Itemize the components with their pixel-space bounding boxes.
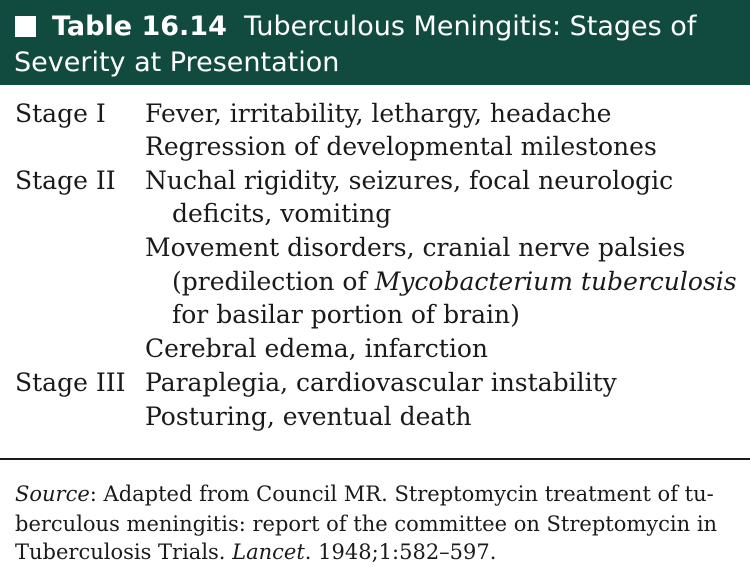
stage-label: Stage II xyxy=(15,166,116,195)
stage-description: Paraplegia, cardiovascular instability xyxy=(145,368,617,397)
stage-description: Nuchal rigidity, seizures, focal neurologic xyxy=(145,166,674,195)
source-text: Tuberculosis Trials. xyxy=(15,540,233,564)
table-title-line-1 xyxy=(52,8,696,46)
square-bullet-icon xyxy=(15,16,36,37)
source-note-line-3 xyxy=(15,537,496,567)
stage-description: Cerebral edema, infarction xyxy=(145,334,488,363)
stage-label: Stage I xyxy=(15,99,106,128)
stage-description-continued: deficits, vomiting xyxy=(172,199,392,228)
table-header xyxy=(0,0,750,85)
source-text: : Adapted from Council MR. Streptomycin treatment of tu- xyxy=(89,482,714,506)
table-number: Table 16.14 xyxy=(52,11,227,42)
table-title: Tuberculous Meningitis: Stages of xyxy=(244,11,697,42)
stage-description: Posturing, eventual death xyxy=(145,402,472,431)
stage-description-continued: for basilar portion of brain) xyxy=(172,300,520,329)
divider xyxy=(0,458,750,460)
stage-description: Fever, irritability, lethargy, headache xyxy=(145,99,612,128)
source-note-line-1 xyxy=(15,479,714,509)
stage-description: Movement disorders, cranial nerve palsies xyxy=(145,233,686,262)
source-label: Source xyxy=(15,482,90,506)
stage-description-continued xyxy=(172,265,737,298)
journal-name: Lancet xyxy=(232,540,305,564)
stage-label: Stage III xyxy=(15,368,126,397)
organism-name: Mycobacterium tuberculosis xyxy=(374,267,737,296)
source-note-line-2: berculous meningitis: report of the committee on Streptomycin in xyxy=(15,512,718,536)
table-title-line-2: Severity at Presentation xyxy=(14,47,340,78)
stage-description-text: (predilection of xyxy=(172,267,375,296)
source-text: . 1948;1:582–597. xyxy=(304,540,497,564)
stage-description: Regression of developmental milestones xyxy=(145,132,657,161)
